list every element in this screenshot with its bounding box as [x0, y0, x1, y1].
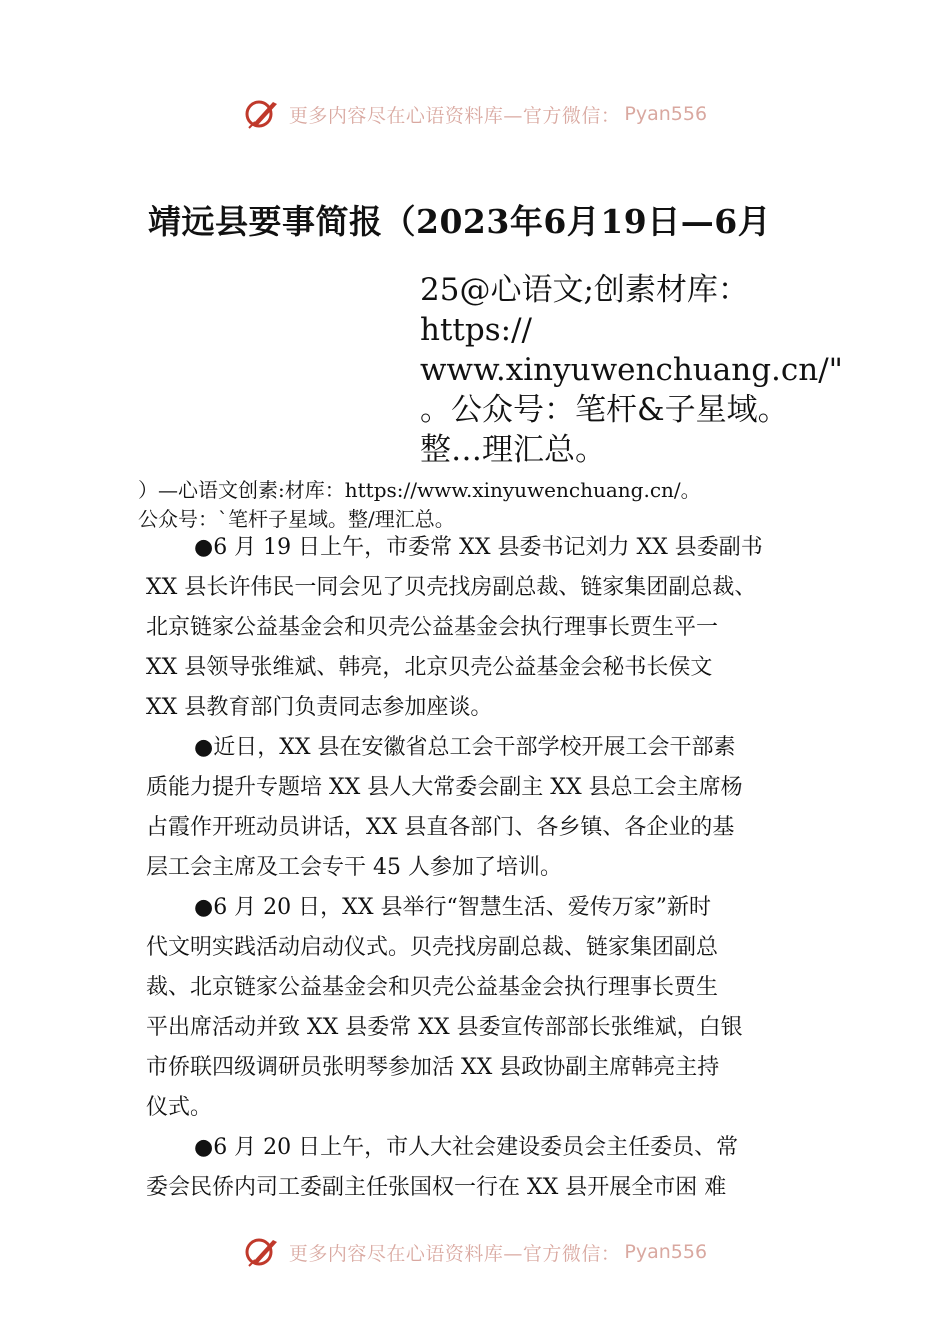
quill-logo-icon [243, 1234, 283, 1270]
quill-logo-icon [243, 96, 283, 132]
paragraph-2 [146, 728, 810, 888]
watermark-line: 整…理汇总。 [420, 432, 606, 468]
text-line: 占霞作开班动员讲话，XX 县直各部门、各乡镇、各企业的基 [146, 815, 735, 840]
watermark-line: 。公众号：笔杆&子星域。 [420, 392, 789, 428]
text-line: 市侨联四级调研员张明琴参加活 XX 县政协副主席韩亮主持 [146, 1055, 720, 1080]
text-line: 北京链家公益基金会和贝壳公益基金会执行理事长贾生平一 [146, 615, 719, 640]
watermark-block-large [420, 270, 843, 470]
footer-banner [0, 1232, 950, 1272]
watermark-line: ）—心语文创素:材库：https://www.xinyuwenchuang.cn/。 [138, 478, 701, 502]
text-line: ●6 月 19 日上午，市委常 XX 县委书记刘力 XX 县委副书 [194, 535, 763, 560]
banner-text: 更多内容尽在心语资料库—官方微信： [288, 1242, 621, 1265]
paragraph-1 [146, 528, 810, 728]
text-line: XX 县长许伟民一同会见了贝壳找房副总裁、链家集团副总裁、 [146, 575, 757, 600]
banner-wechat: Pyan556 [624, 103, 708, 125]
paragraph-3 [146, 888, 810, 1128]
banner-text: 更多内容尽在心语资料库—官方微信： [288, 104, 621, 127]
paragraph-4 [146, 1128, 810, 1208]
text-line: 委会民侨内司工委副主任张国权一行在 XX 县开展全市困 难 [146, 1175, 727, 1200]
watermark-line: https:// [420, 312, 532, 348]
text-line: 裁、北京链家公益基金会和贝壳公益基金会执行理事长贾生 [146, 975, 719, 1000]
text-line: 质能力提升专题培 XX 县人大常委会副主 XX 县总工会主席杨 [146, 775, 743, 800]
text-line: 代文明实践活动启动仪式。贝壳找房副总裁、链家集团副总 [146, 935, 719, 960]
watermark-line: www.xinyuwenchuang.cn/" [420, 352, 843, 388]
article-body [146, 528, 810, 1208]
text-line: ●近日，XX 县在安徽省总工会干部学校开展工会干部素 [194, 735, 736, 760]
text-line: XX 县教育部门负责同志参加座谈。 [146, 695, 493, 720]
header-banner [0, 94, 950, 134]
watermark-line: 25@心语文;创素材库： [420, 272, 749, 308]
text-line: ●6 月 20 日，XX 县举行“智慧生活、爱传万家”新时 [194, 895, 711, 920]
banner-wechat: Pyan556 [624, 1241, 708, 1263]
text-line: ●6 月 20 日上午，市人大社会建设委员会主任委员、常 [194, 1135, 739, 1160]
text-line: XX 县领导张维斌、韩亮，北京贝壳公益基金会秘书长侯文 [146, 655, 713, 680]
text-line: 仪式。 [146, 1095, 213, 1120]
text-line: 平出席活动并致 XX 县委常 XX 县委宣传部部长张维斌，白银 [146, 1015, 743, 1040]
page-title: 靖远县要事简报（2023年6月19日—6月 [148, 202, 772, 241]
watermark-line: 公众号：`笔杆子星域。整/理汇总。 [138, 507, 455, 531]
text-line: 层工会主席及工会专干 45 人参加了培训。 [146, 855, 562, 880]
watermark-block-small [138, 476, 838, 534]
